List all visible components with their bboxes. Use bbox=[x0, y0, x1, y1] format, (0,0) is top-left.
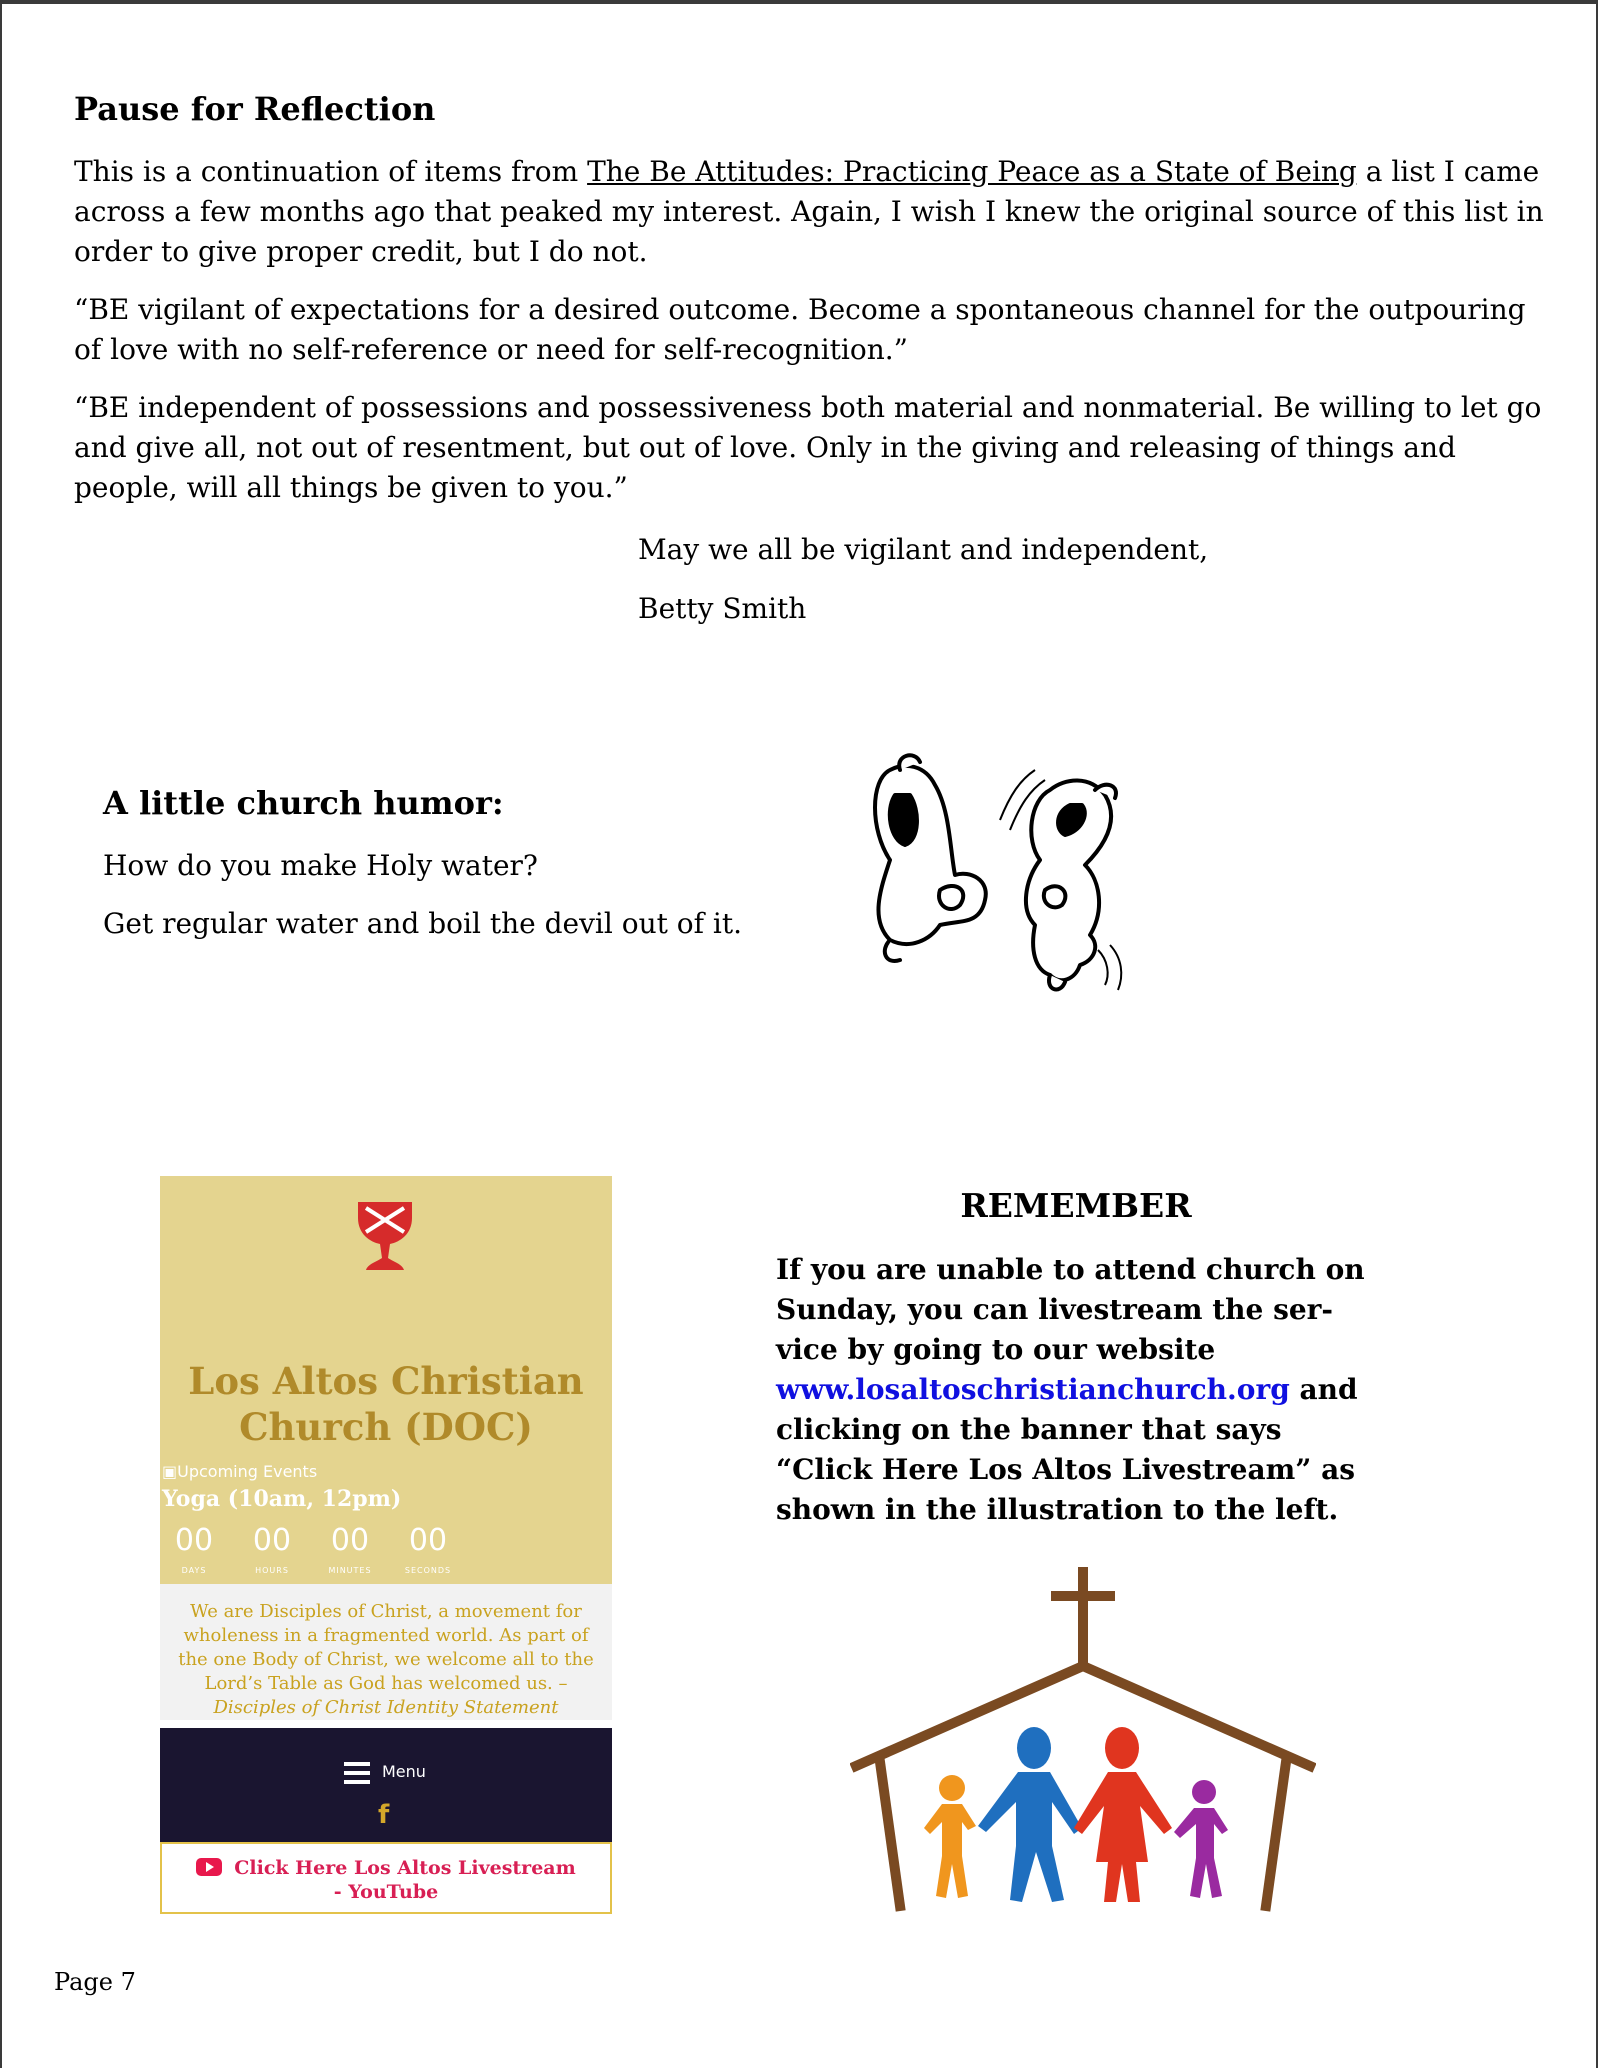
countdown-minutes-unit: MINUTES bbox=[328, 1566, 372, 1575]
chalice-logo-icon bbox=[350, 1200, 420, 1272]
livestream-banner-button[interactable] bbox=[160, 1842, 612, 1914]
page-number: Page 7 bbox=[54, 1968, 136, 1996]
livestream-line-1: Click Here Los Altos Livestream bbox=[234, 1857, 576, 1879]
menu-button[interactable]: Menu bbox=[382, 1762, 426, 1781]
countdown-minutes bbox=[320, 1524, 380, 1575]
church-name-line-1: Los Altos Christian bbox=[188, 1359, 584, 1403]
church-name bbox=[160, 1358, 612, 1450]
reflection-body bbox=[74, 152, 1544, 526]
website-menu-bar bbox=[160, 1728, 612, 1842]
event-name[interactable]: Yoga (10am, 12pm) bbox=[162, 1486, 402, 1512]
calendar-icon: ▣ bbox=[162, 1462, 178, 1481]
humor-question: How do you make Holy water? bbox=[103, 849, 538, 882]
upcoming-events-text: Upcoming Events bbox=[177, 1462, 318, 1481]
countdown-seconds bbox=[398, 1524, 458, 1575]
mission-source: Disciples of Christ Identity Statement bbox=[213, 1697, 559, 1718]
upcoming-events-label bbox=[162, 1462, 317, 1481]
hamburger-menu-icon[interactable] bbox=[344, 1762, 370, 1784]
church-name-line-2: Church (DOC) bbox=[239, 1405, 533, 1449]
mission-text: We are Disciples of Christ, a movement for wholeness in a fragmented world. As part of the one Body of Christ, we welcome all to the Lord’s Table as God has welcomed us. – bbox=[178, 1601, 594, 1694]
website-screenshot bbox=[160, 1176, 612, 1918]
website-header bbox=[160, 1176, 612, 1584]
countdown-days-unit: DAYS bbox=[181, 1566, 207, 1575]
remember-heading: REMEMBER bbox=[960, 1186, 1192, 1225]
reflection-quote-1: “BE vigilant of expectations for a desired outcome. Become a spontaneous channel for the outpouring of love with no self-reference or need for self-recognition.” bbox=[74, 293, 1526, 366]
countdown-minutes-value: 00 bbox=[330, 1523, 370, 1558]
church-family-illustration bbox=[850, 1566, 1316, 1916]
reflection-closing: May we all be vigilant and independent, bbox=[638, 533, 1209, 566]
countdown-hours-unit: HOURS bbox=[255, 1566, 289, 1575]
mission-statement bbox=[160, 1584, 612, 1720]
remember-body bbox=[776, 1250, 1376, 1530]
intro-book-title: The Be Attitudes: Practicing Peace as a State of Being bbox=[587, 155, 1357, 188]
humor-answer: Get regular water and boil the devil out of it. bbox=[103, 907, 742, 940]
reflection-heading: Pause for Reflection bbox=[74, 90, 436, 128]
countdown-hours bbox=[242, 1524, 302, 1575]
intro-suffix: a list I came across a few months ago that peaked my interest. Again, I wish I knew the original source of this list in order to give proper credit, but I do not. bbox=[74, 155, 1544, 268]
website-link[interactable]: www.losaltoschristianchurch.org bbox=[776, 1373, 1290, 1406]
laughing-figures-illustration bbox=[860, 750, 1140, 1010]
countdown-seconds-unit: SECONDS bbox=[404, 1566, 452, 1575]
humor-heading: A little church humor: bbox=[103, 784, 504, 822]
reflection-intro bbox=[74, 152, 1544, 272]
countdown-seconds-value: 00 bbox=[408, 1523, 448, 1558]
livestream-line-2: - YouTube bbox=[333, 1881, 439, 1903]
youtube-icon bbox=[196, 1858, 222, 1876]
remember-text-after: and clicking on the banner that says “Click Here Los Altos Livestream” as shown in the illustration to the left. bbox=[776, 1373, 1358, 1526]
reflection-quote-2: “BE independent of possessions and possessiveness both material and nonmaterial. Be willing to let go and give all, not out of resentment, but out of love. Only in the giving and releasing of things and people, will all things be given to you.” bbox=[74, 391, 1542, 504]
countdown-hours-value: 00 bbox=[252, 1523, 292, 1558]
remember-text-before: If you are unable to attend church on Sunday, you can livestream the ser-vice by going to our website bbox=[776, 1253, 1365, 1366]
intro-prefix: This is a continuation of items from bbox=[74, 155, 588, 188]
facebook-icon[interactable]: f bbox=[378, 1800, 390, 1830]
countdown-days bbox=[164, 1524, 224, 1575]
countdown-days-value: 00 bbox=[174, 1523, 214, 1558]
reflection-signature: Betty Smith bbox=[638, 592, 807, 625]
